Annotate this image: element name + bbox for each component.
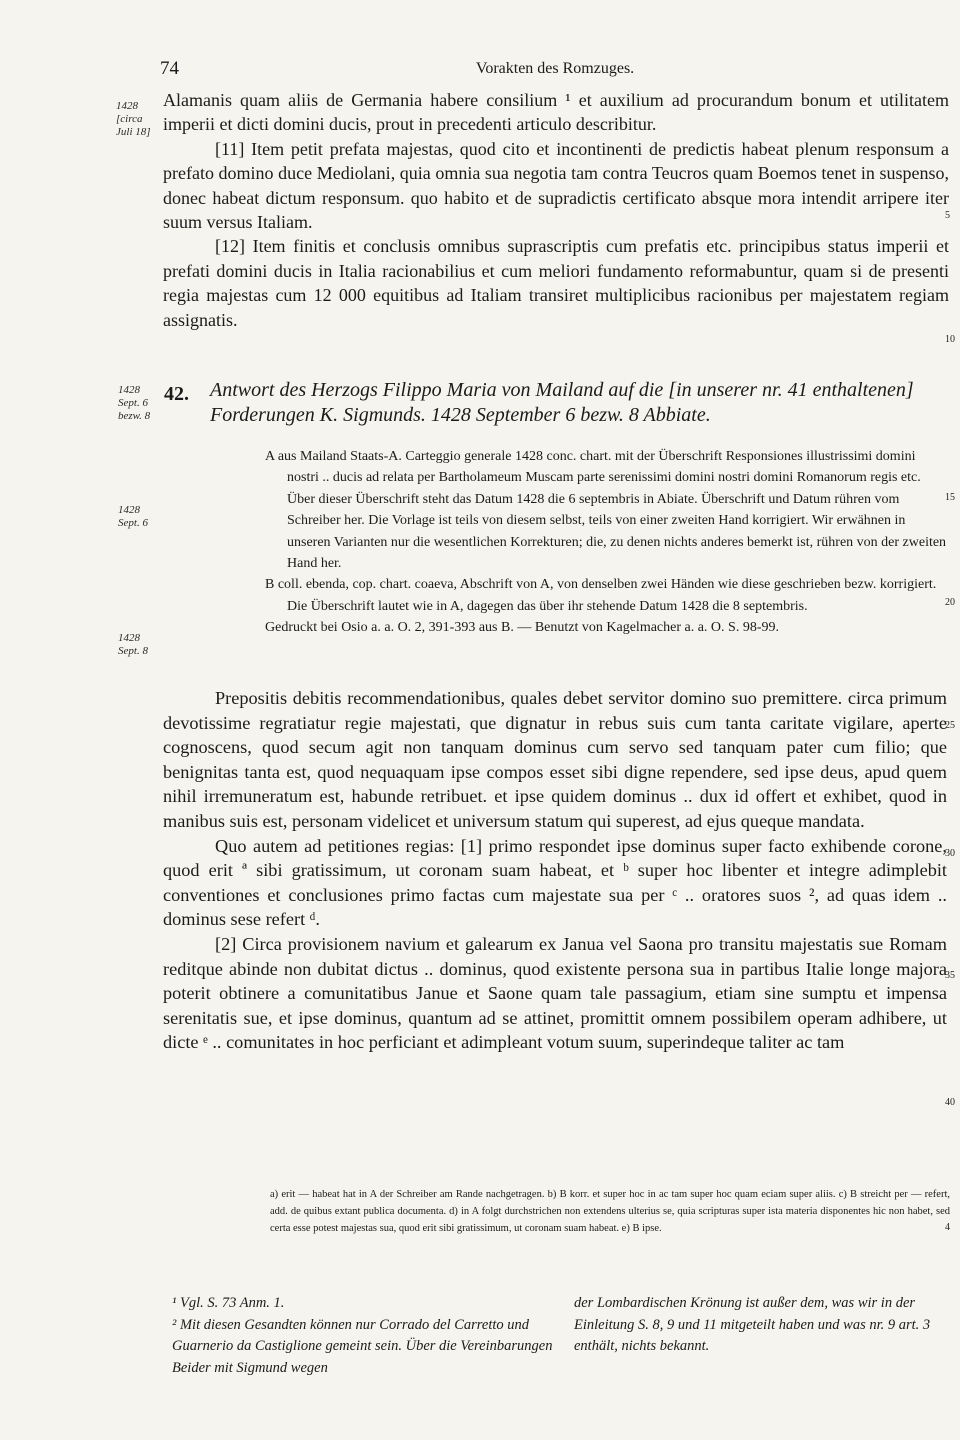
line-number-25: 25 (945, 720, 955, 731)
footnote: ¹ Vgl. S. 73 Anm. 1. (172, 1295, 285, 1311)
source-apparatus (265, 446, 949, 639)
line-number-20: 20 (945, 597, 955, 608)
variant-notes (270, 1186, 950, 1237)
line-number-45: 4 (945, 1222, 950, 1233)
page-header (160, 58, 950, 84)
apparatus-entry: B coll. ebenda, cop. chart. coaeva, Abschrift von A, von denselben zwei Händen wie diese geschrieben bezw. korrigiert. Die Überschrift lautet wie in A, dagegen das über ihr stehende Datum 1428 die 8 septembris. (265, 577, 937, 614)
document-title: Antwort des Herzogs Filippo Maria von Mailand auf die [in unserer nr. 41 enthaltenen] Forderungen K. Sigmunds. 1428 September 6 bezw. 8 Abbiate. (210, 379, 914, 426)
document-number: 42. (164, 383, 189, 405)
page-number: 74 (160, 58, 179, 79)
apparatus-entry: Gedruckt bei Osio a. a. O. 2, 391-393 aus B. — Benutzt von Kagelmacher a. a. O. S. 98-99. (265, 620, 779, 636)
apparatus-entry: A aus Mailand Staats-A. Carteggio generale 1428 conc. chart. mit der Überschrift Responsiones illustrissimi domini nostri .. ducis ad relata per Bartholameum Muscam parte serenissimi domini nostri domini Romanorum regis etc. Über dieser Überschrift steht das Datum 1428 die 6 septembris in Abiate. Überschrift und Datum rühren vom Schreiber her. Die Vorlage ist teils von diesem selbst, teils von einer zweiten Hand korrigiert. Wir erwähnen in unseren Varianten nur die wesentlichen Korrekturen; die, zu denen nichts anderes bemerkt ist, rühren von der zweiten Hand her. (265, 449, 947, 572)
body-text-b (163, 686, 947, 1055)
footnotes-right (574, 1293, 950, 1358)
variant-notes-text: a) erit — habeat hat in A der Schreiber am Rande nachgetragen. b) B korr. et super hoc in ac tam super hoc quam eciam super aliis. c) B streicht per — refert, add. de quibus extant publica documenta. d) in A folgt durchstrichen non extendens ulterius se, quia scripturas super ista materia disponentes hic non habet, sed certa esse potest majestas sua, quod erit sibi gratissimum, ut coronam suam habeat. e) B ipse. (270, 1189, 950, 1234)
paragraph: [2] Circa provisionem navium et galearum ex Janua vel Saona pro transitu majestatis sue Romam reditque abinde non dubitat dictus .. dominus, quod existente persona sua in partibus Italie longe majora poterit obtinere a comunitatibus Janue et Saone quam tale passagium, etiam sine sumptu et impensa serenitatis sue, et ipse dominus, quantum ad se attinet, promittit omnem possibilem operam adhibere, ut dicte ᵉ .. comunitates in hoc perficiant et adimpleant votum suum, superindeque taliter ac tam (163, 933, 947, 1053)
line-number-5: 5 (945, 210, 950, 221)
line-number-35: 35 (945, 970, 955, 981)
margin-date-3: 1428 Sept. 6 (118, 504, 148, 529)
paragraph: Prepositis debitis recommendationibus, quales debet servitor domino suo premittere. circa primum devotissime regratiatur regie majestati, que dignatur in rebus suis cum tanta caritate vigilare, aperte cognoscens, quod secum agit non tanquam dominus cum servo sed tanquam pater cum filio; que benignitas tanta est, quod nequaquam ipse compos esset sibi digne rependere, sed ipse deus, apud quem nihil irremuneratum est, habunde retribuet. et ipse quidem dominus .. dux id offert et exhibet, quod in manibus suis est, personam videlicet et universum statum qui superest, ad ejus queque mandata. (163, 688, 947, 831)
line-number-40: 40 (945, 1097, 955, 1108)
line-number-10: 10 (945, 334, 955, 345)
running-title: Vorakten des Romzuges. (475, 60, 635, 77)
footnotes-left (172, 1293, 556, 1379)
paragraph: Alamanis quam aliis de Germania habere consilium ¹ et auxilium ad procurandum bonum et utilitatem imperii et dicti domini ducis, prout in precedenti articulo describitur. (163, 90, 949, 135)
margin-date-2: 1428 Sept. 6 bezw. 8 (118, 384, 151, 422)
line-number-30: 30 (945, 848, 955, 859)
line-number-15: 15 (945, 492, 955, 503)
margin-date-1: 1428 [circa Juli 18] (116, 100, 151, 138)
footnote: ² Mit diesen Gesandten können nur Corrado del Carretto und Guarnerio da Castiglione gemeint sein. Über die Vereinbarungen Beider mit Sigmund wegen (172, 1316, 553, 1376)
footnote-continuation: der Lombardischen Krönung ist außer dem, was wir in der Einleitung S. 8, 9 und 11 mitgeteilt haben und was nr. 9 art. 3 enthält, nichts bekannt. (574, 1295, 931, 1354)
paragraph: Quo autem ad petitiones regias: [1] primo respondet ipse dominus super facto exhibende corone, quod erit ª sibi gratissimum, ut coronam suam habeat, et ᵇ super hoc libenter et integre adimplebit conventiones et conclusiones primo factas cum majestate sua per ᶜ .. oratores suos ², ad quas idem .. dominus sese refert ᵈ. (163, 835, 947, 930)
paragraph: [12] Item finitis et conclusis omnibus suprascriptis cum prefatis etc. principibus status imperii et prefati domini ducis in Italia racionabilius et cum meliori fundamento reformabuntur, quam si de presenti regia majestas cum 12 000 equitibus ad Italiam transiret multiplicibus racionibus per majestatem regiam assignatis. (163, 236, 949, 330)
body-text-a (163, 88, 949, 332)
margin-date-4: 1428 Sept. 8 (118, 632, 148, 657)
paragraph: [11] Item petit prefata majestas, quod cito et incontinenti de predictis habeat plenum responsum a prefato domino duce Mediolani, quia omnia sua negotia tam contra Teucros quam Boemos tenet in suspenso, donec habeat dictum responsum. quo habito et de supradictis certificato absque mora intendit arripere iter suum versus Italiam. (163, 138, 949, 233)
